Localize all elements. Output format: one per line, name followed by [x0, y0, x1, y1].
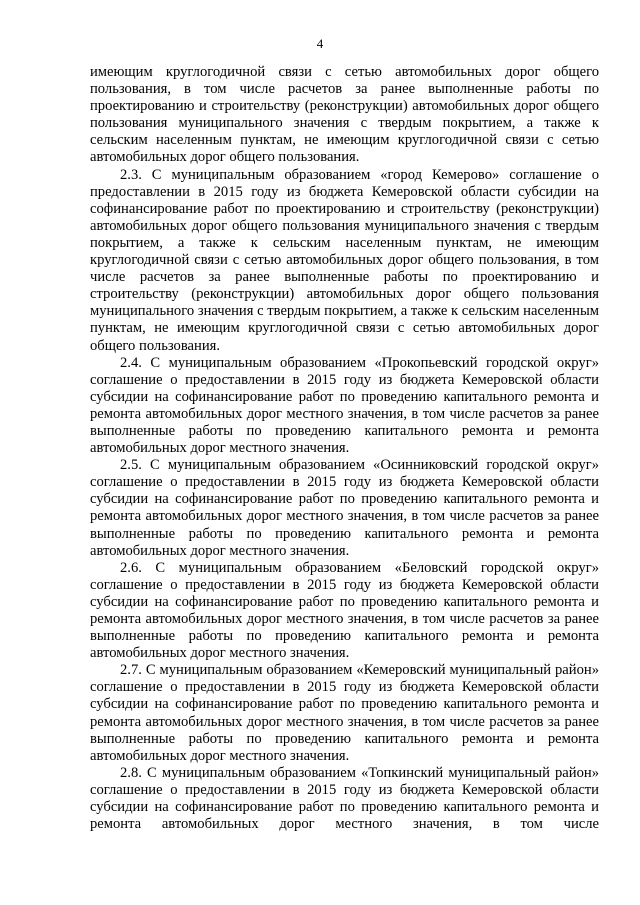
paragraph-continuation: имеющим круглогодичной связи с сетью автомобильных дорог общего пользования, в том числе расчетов за ранее выполненные работы по проектированию и строительству (реконструкции) автомобильных дорог общего пользования муниципального значения с твердым покрытием, а также к сельским населенным пунктам, не имеющим круглогодичной связи с сетью автомобильных дорог общего пользования. — [90, 64, 599, 166]
paragraph-2-7: 2.7. С муниципальным образованием «Кемеровский муниципальный район» соглашение о предоставлении в 2015 году из бюджета Кемеровской области субсидии на софинансирование работ по проведению капитального ремонта и ремонта автомобильных дорог местного значения, в том числе расчетов за ранее выполненные работы по проведению капитального ремонта и ремонта автомобильных дорог местного значения. — [90, 662, 599, 764]
paragraph-2-5: 2.5. С муниципальным образованием «Осинниковский городской округ» соглашение о предоставлении в 2015 году из бюджета Кемеровской области субсидии на софинансирование работ по проведению капитального ремонта и ремонта автомобильных дорог местного значения, в том числе расчетов за ранее выполненные работы по проведению капитального ремонта и ремонта автомобильных дорог местного значения. — [90, 457, 599, 559]
paragraph-2-8: 2.8. С муниципальным образованием «Топкинский муниципальный район» соглашение о предоставлении в 2015 году из бюджета Кемеровской области субсидии на софинансирование работ по проведению капитального ремонта и ремонта автомобильных дорог местного значения, в том числе — [90, 764, 599, 833]
document-body — [90, 64, 599, 833]
paragraph-2-4: 2.4. С муниципальным образованием «Прокопьевский городской округ» соглашение о предоставлении в 2015 году из бюджета Кемеровской области субсидии на софинансирование работ по проведению капитального ремонта и ремонта автомобильных дорог местного значения, в том числе расчетов за ранее выполненные работы по проведению капитального ремонта и ремонта автомобильных дорог местного значения. — [90, 354, 599, 457]
paragraph-2-6: 2.6. С муниципальным образованием «Беловский городской округ» соглашение о предоставлении в 2015 году из бюджета Кемеровской области субсидии на софинансирование работ по проведению капитального ремонта и ремонта автомобильных дорог местного значения, в том числе расчетов за ранее выполненные работы по проведению капитального ремонта и ремонта автомобильных дорог местного значения. — [90, 559, 599, 662]
page-number: 4 — [316, 36, 324, 51]
paragraph-2-3: 2.3. С муниципальным образованием «город Кемерово» соглашение о предоставлении в 2015 году из бюджета Кемеровской области субсидии на софинансирование работ по проектированию и строительству (реконструкции) автомобильных дорог общего пользования муниципального значения с твердым покрытием, а также к сельским населенным пунктам, не имеющим круглогодичной связи с сетью автомобильных дорог общего пользования, в том числе расчетов за ранее выполненные работы по проектированию и строительству (реконструкции) автомобильных дорог общего пользования муниципального значения с твердым покрытием, а также к сельским населенным пунктам, не имеющим круглогодичной связи с сетью автомобильных дорог общего пользования. — [90, 166, 599, 354]
